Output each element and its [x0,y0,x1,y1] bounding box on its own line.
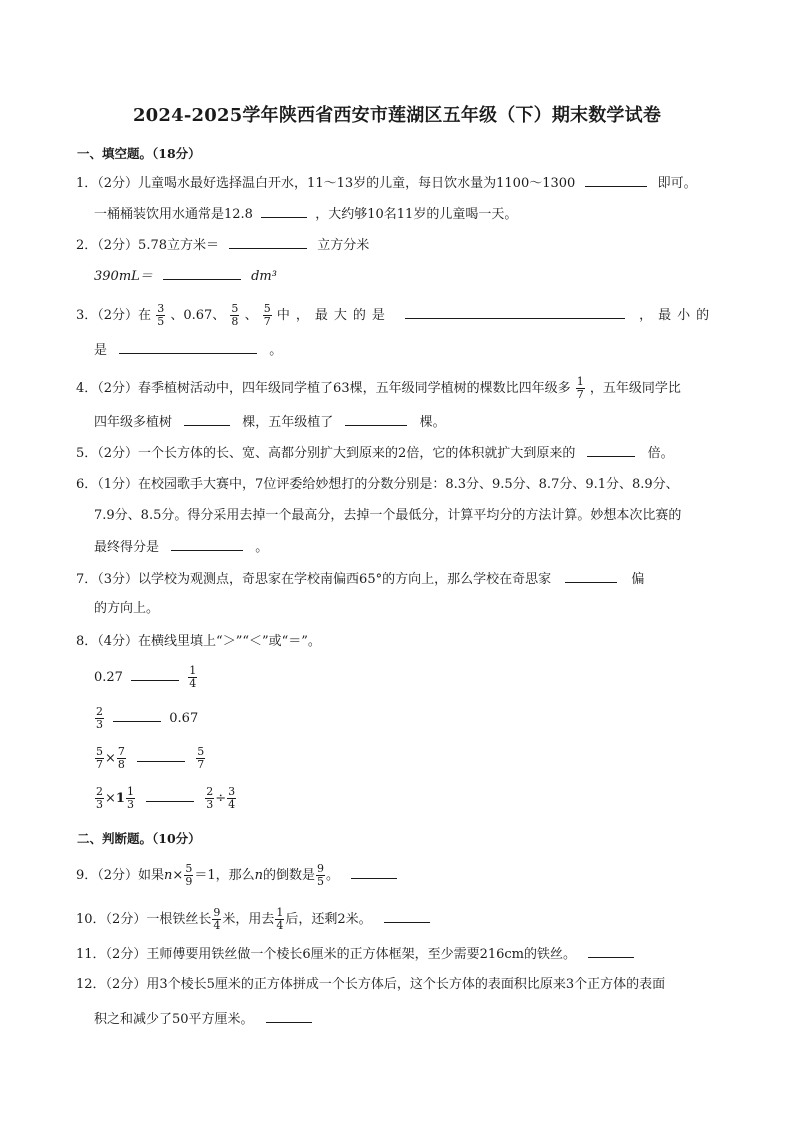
q9-var: n [164,868,173,883]
question-7-line-1 [76,570,644,589]
question-3-line-2 [94,341,282,360]
fraction [95,746,104,771]
q2-text: 2．（2分）5.78立方米＝ [76,238,219,253]
q8-row-1 [94,665,198,690]
fraction [156,303,165,328]
numerator: 9 [317,862,324,875]
fraction [227,786,236,811]
question-1-line-1 [76,174,697,193]
question-3-line-1 [76,303,715,328]
q8-row-4 [94,786,237,811]
q3-end: 。 [269,343,283,358]
fraction [188,665,197,690]
q3-text-4: ，最小的 [639,308,716,323]
answer-blank[interactable] [184,413,230,426]
answer-blank[interactable] [119,341,257,354]
fraction [196,746,205,771]
q9-var-2: n [254,868,263,883]
q5-text: 5．（2分）一个长方体的长、宽、高都分别扩大到原来的2倍，它的体积就扩大到原来的 [76,446,576,461]
question-6-line-3 [94,538,268,557]
q9-text-3: 的倒数是 [262,868,315,883]
numerator: 7 [117,745,125,758]
question-9 [76,863,405,888]
q9-end: 。 [326,868,340,883]
question-2-line-1 [76,236,369,255]
q8-value: 0.67 [169,711,199,726]
q8-text: 8．（4分）在横线里填上“＞”“＜”或“＝”。 [76,634,321,649]
denominator: 4 [228,798,236,811]
q10-text-3: 后，还剩2米。 [285,912,372,927]
numerator: 2 [206,785,214,798]
fraction [126,786,135,811]
q8-row-3 [94,746,206,771]
answer-blank[interactable] [163,267,241,280]
denominator: 4 [189,677,197,690]
fraction [316,863,325,888]
question-7-line-2 [94,600,159,618]
q10-text-2: 米，用去 [222,912,275,927]
numerator: 5 [197,745,205,758]
q6-text-3: 最终得分是 [94,540,160,555]
numerator: 5 [96,745,103,758]
fraction [230,303,239,328]
answer-blank[interactable] [131,668,179,681]
denominator: 7 [576,388,584,401]
q6-end: 。 [255,540,269,555]
times-sign: × [172,868,184,883]
denominator: 3 [96,718,103,731]
section-fill-in: 一、填空题。（18分） [77,146,201,161]
q1-text-3: ，大约够10名11岁的儿童喝一天。 [315,207,518,222]
q9-text-2: ＝1，那么 [194,868,255,883]
numerator: 5 [185,862,193,875]
fraction [205,786,214,811]
question-11 [76,945,642,964]
answer-blank[interactable] [171,538,243,551]
whole-number: 1 [115,791,125,806]
numerator: 3 [157,302,165,315]
denominator: 3 [96,798,103,811]
q6-text-2: 7.9分、8.5分。得分采用去掉一个最高分，去掉一个最低分，计算平均分的方法计算。妙想本次比赛的 [94,508,682,523]
denominator: 7 [263,315,271,328]
numerator: 1 [126,785,134,798]
denominator: 3 [206,798,214,811]
q3-text-3: 中，最大的是 [276,308,391,323]
q2-unit: 立方分米 [317,238,370,253]
q9-text: 9．（2分）如果 [76,868,165,883]
q1-text-tail: 即可。 [657,176,697,191]
q4-text-5: 棵。 [419,415,446,430]
q1-text: 1．（2分）儿童喝水最好选择温白开水，11～13岁的儿童，每日饮水量为1100～1300 [76,176,576,191]
q11-text: 11．（2分）王师傅要用铁丝做一个棱长6厘米的正方体框架，至少需要216cm的铁丝。 [76,947,577,962]
denominator: 7 [197,758,205,771]
question-10 [76,907,438,932]
q8-value: 0.27 [94,670,123,685]
denominator: 9 [185,875,193,888]
q1-text-2: 一桶桶装饮用水通常是12.8 [94,207,253,222]
q4-text-2: ，五年级同学比 [589,381,681,396]
fraction [117,746,126,771]
divide-sign: ÷ [215,791,227,806]
q12-text: 12．（2分）用3个棱长5厘米的正方体拼成一个长方体后，这个长方体的表面积比原来3个正方体的表面 [76,977,666,992]
numerator: 1 [189,664,197,677]
q6-text: 6．（1分）在校园歌手大赛中，7位评委给妙想打的分数分别是：8.3分、9.5分、8.7分、9.1分、8.9分、 [76,477,679,492]
answer-blank[interactable] [261,205,307,218]
answer-blank[interactable] [146,789,194,802]
denominator: 8 [231,315,239,328]
denominator: 8 [117,758,125,771]
numerator: 9 [213,906,221,919]
answer-blank[interactable] [229,236,307,249]
question-12-line-2 [94,1010,320,1029]
q7-text-3: 的方向上。 [94,601,160,616]
numerator: 1 [276,906,284,919]
question-12-line-1 [76,976,665,994]
q10-text: 10．（2分）一根铁丝长 [76,912,212,927]
denominator: 5 [157,315,165,328]
answer-blank[interactable] [585,174,647,187]
fraction [212,907,221,932]
q4-text-3: 四年级多植树 [94,415,173,430]
question-1-line-2 [94,205,517,224]
q7-text: 7．（3分）以学校为观测点，奇思家在学校南偏西65°的方向上，那么学校在奇思家 [76,572,552,587]
numerator: 5 [231,302,239,315]
times-sign: × [105,791,116,806]
q5-tail: 倍。 [647,446,674,461]
q3-text: 3．（2分）在 [76,308,152,323]
answer-blank[interactable] [405,306,625,319]
fraction [95,706,104,731]
numerator: 2 [96,705,103,718]
answer-blank[interactable] [113,709,161,722]
q3-text-2: 、0.67、 [170,308,226,323]
question-5 [76,444,674,463]
q4-text-4: 棵，五年级植了 [242,415,334,430]
denominator: 3 [126,798,134,811]
answer-blank[interactable] [384,910,430,923]
answer-blank[interactable] [137,749,185,762]
question-2-line-2 [94,267,277,286]
question-8 [76,633,321,651]
answer-blank[interactable] [351,866,397,879]
numerator: 1 [576,375,584,388]
question-4-line-2 [94,413,446,432]
answer-blank[interactable] [588,945,634,958]
numerator: 5 [263,302,271,315]
q2-unit-2: dm³ [251,269,277,284]
denominator: 4 [276,919,284,932]
answer-blank[interactable] [345,413,407,426]
q7-text-2: 偏 [631,572,645,587]
times-sign: × [105,751,116,766]
q4-text: 4．（2分）春季植树活动中，四年级同学植了63棵，五年级同学植树的棵数比四年级多 [76,381,571,396]
question-6-line-2 [94,507,681,525]
question-6-line-1 [76,476,679,494]
section-true-false: 二、判断题。（10分） [77,831,201,846]
fraction [184,863,193,888]
numerator: 3 [228,785,236,798]
q12-text-2: 积之和减少了50平方厘米。 [94,1012,254,1027]
q8-row-2 [94,706,198,731]
question-4-line-1 [76,376,681,401]
q3-text-5: 是 [94,343,108,358]
q3-sep: 、 [244,308,258,323]
denominator: 5 [317,875,324,888]
denominator: 4 [213,919,221,932]
denominator: 7 [96,758,103,771]
answer-blank[interactable] [587,444,635,457]
answer-blank[interactable] [565,570,617,583]
q2-text-2: 390mL＝ [94,269,153,284]
fraction [95,786,104,811]
fraction [263,303,272,328]
exam-title: 2024-2025学年陕西省西安市莲湖区五年级（下）期末数学试卷 [132,105,662,126]
fraction [576,376,585,401]
numerator: 2 [96,785,103,798]
fraction [275,907,284,932]
answer-blank[interactable] [266,1010,312,1023]
